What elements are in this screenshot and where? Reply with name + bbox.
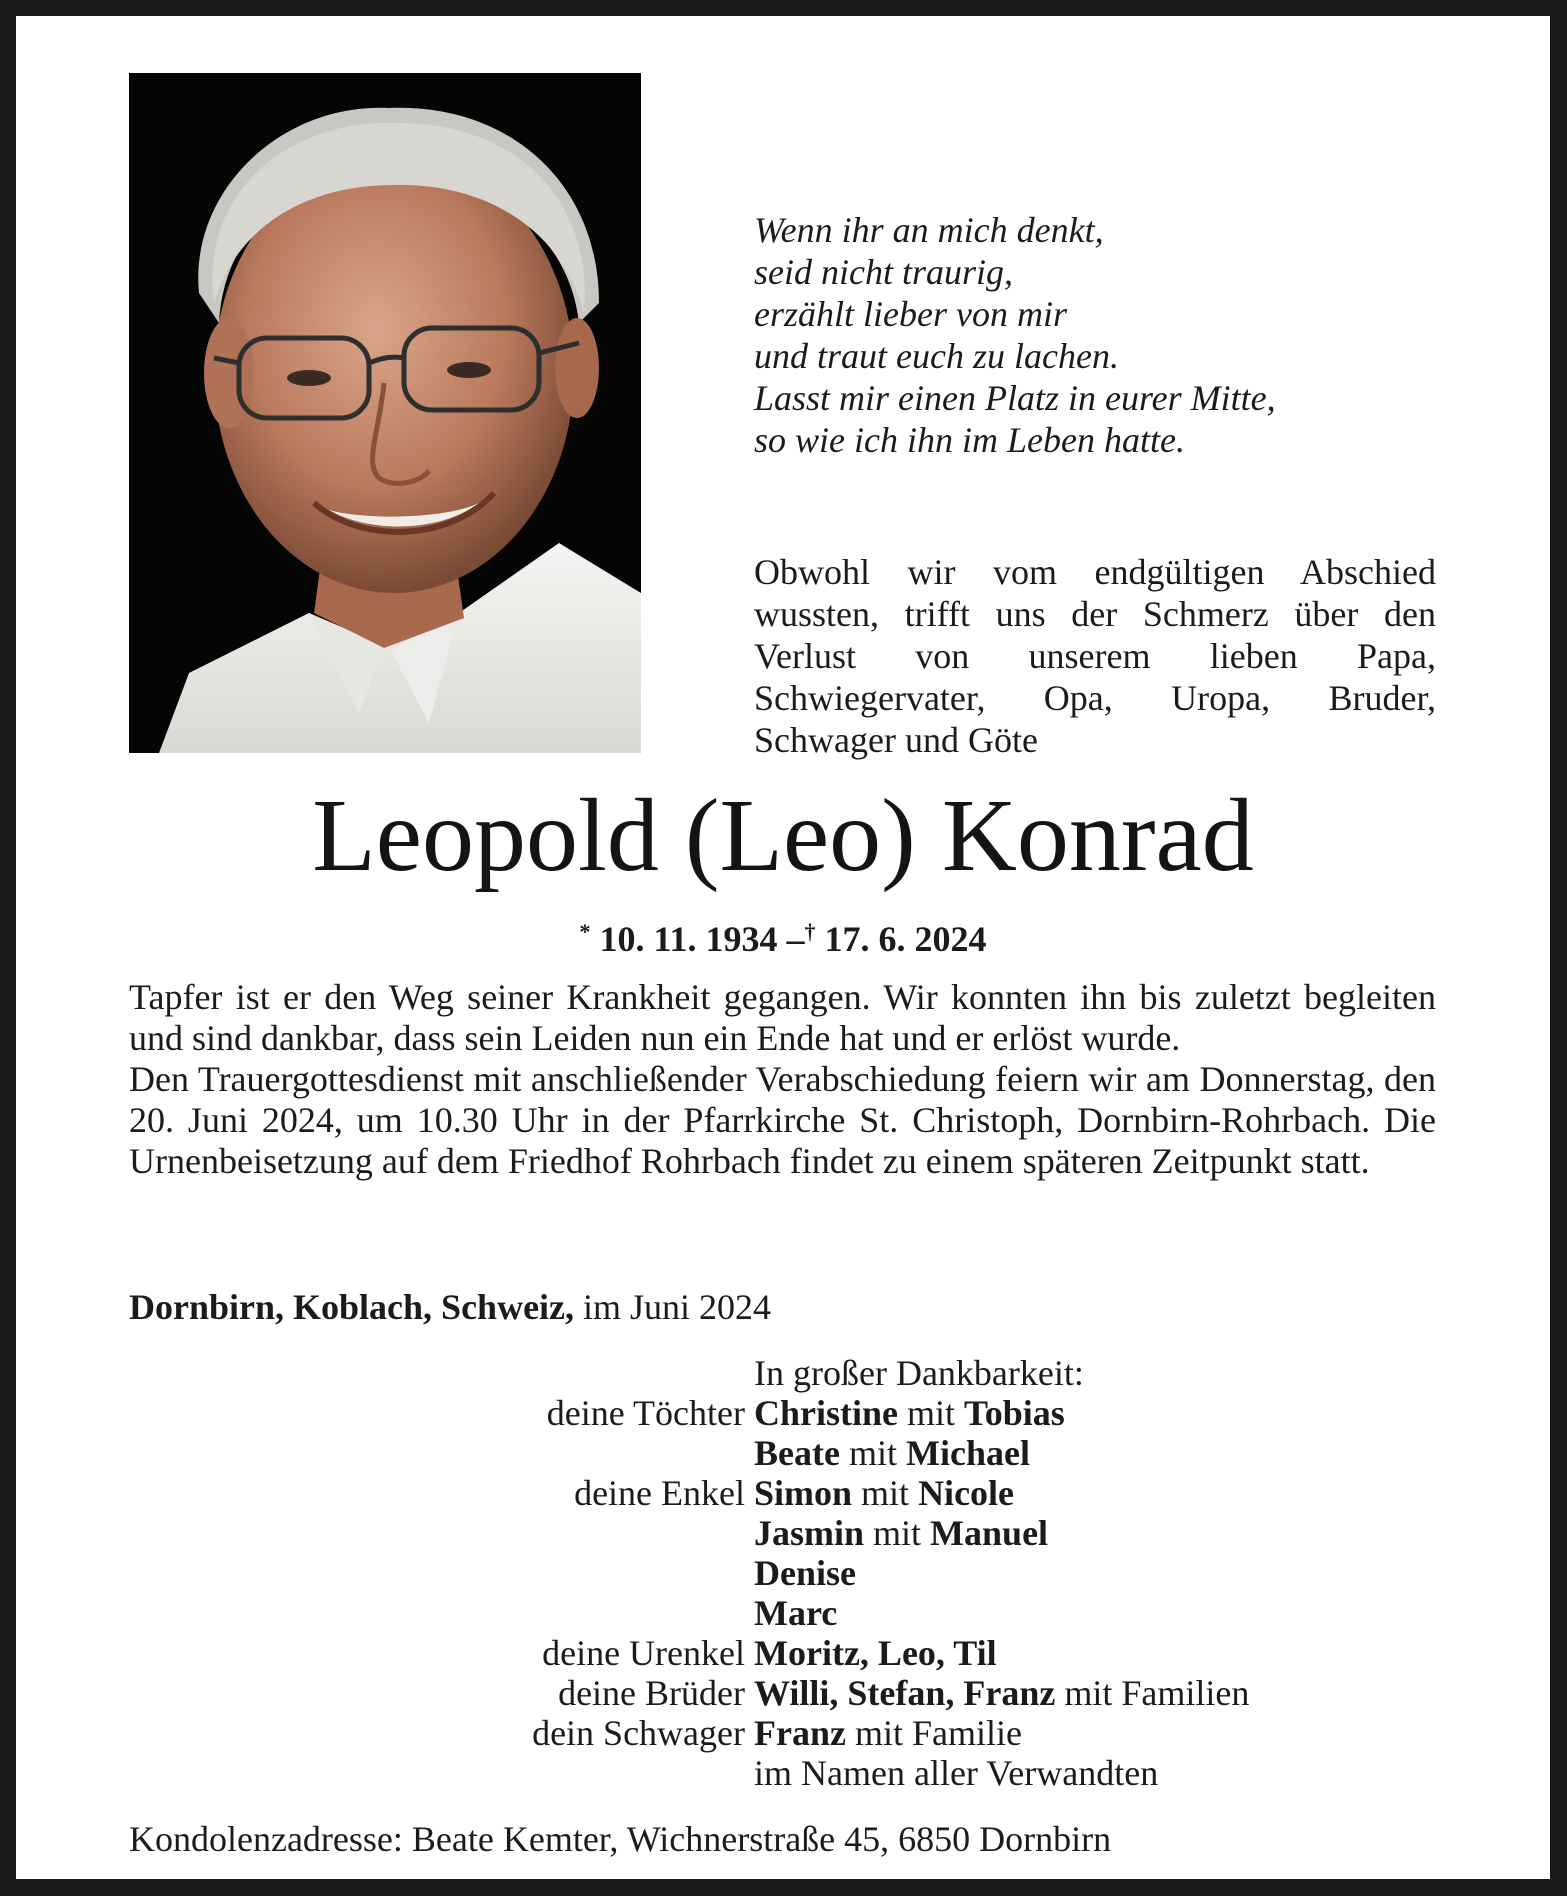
poem-line: Wenn ihr an mich denkt, bbox=[754, 210, 1104, 250]
name-bold: Marc bbox=[754, 1593, 838, 1633]
date-separator: – bbox=[786, 919, 805, 959]
life-dates bbox=[16, 911, 1550, 960]
name-bold: Simon bbox=[754, 1473, 853, 1513]
names bbox=[754, 1433, 1030, 1473]
connector: mit bbox=[861, 1473, 910, 1513]
suffix: mit Familie bbox=[854, 1713, 1022, 1753]
poem-line: erzählt lieber von mir bbox=[754, 294, 1067, 334]
intro-text: Obwohl wir vom endgültigen Abschied wussten, trifft uns der Schmerz über den Verlust von unserem lieben Papa, Schwiegervater, Opa, Uropa, Bruder, Schwager und Göte bbox=[754, 552, 1436, 760]
mourner-row bbox=[16, 1673, 1550, 1713]
mourner-row bbox=[16, 1553, 1550, 1593]
mourner-row bbox=[16, 1513, 1550, 1553]
portrait-photo bbox=[129, 73, 641, 753]
mourners-list bbox=[16, 1353, 1550, 1793]
body-text bbox=[129, 977, 1436, 1182]
suffix: mit Familien bbox=[1064, 1673, 1250, 1713]
mourners-heading: In großer Dankbarkeit: bbox=[754, 1353, 1084, 1393]
relation-label: deine Enkel bbox=[574, 1473, 745, 1513]
poem bbox=[754, 209, 1276, 461]
name-bold: Manuel bbox=[930, 1513, 1049, 1553]
relation-label: deine Töchter bbox=[546, 1393, 745, 1433]
names bbox=[754, 1593, 837, 1633]
mourner-row bbox=[16, 1473, 1550, 1513]
deceased-name: Leopold (Leo) Konrad bbox=[312, 778, 1254, 893]
names bbox=[754, 1673, 1249, 1713]
place-date-line bbox=[129, 1286, 771, 1328]
portrait-illustration bbox=[129, 73, 641, 753]
date-line: im Juni 2024 bbox=[583, 1287, 772, 1327]
name-bold: Christine bbox=[754, 1393, 898, 1433]
name-bold: Michael bbox=[905, 1433, 1030, 1473]
name-bold: Franz bbox=[754, 1713, 846, 1753]
name-bold: Willi, Stefan, Franz bbox=[754, 1673, 1056, 1713]
places: Dornbirn, Koblach, Schweiz, bbox=[129, 1287, 575, 1327]
poem-line: Lasst mir einen Platz in eurer Mitte, bbox=[754, 378, 1276, 418]
birth-symbol: * bbox=[579, 919, 591, 944]
names bbox=[754, 1633, 997, 1673]
names bbox=[754, 1713, 1022, 1753]
condolence-address: Kondolenzadresse: Beate Kemter, Wichnerstraße 45, 6850 Dornbirn bbox=[129, 1819, 1112, 1859]
name-bold: Tobias bbox=[964, 1393, 1065, 1433]
mourner-row bbox=[16, 1713, 1550, 1753]
birth-date: 10. 11. 1934 bbox=[599, 919, 778, 959]
names bbox=[754, 1393, 1065, 1433]
names bbox=[754, 1513, 1048, 1553]
name-bold: Moritz, Leo, Til bbox=[754, 1633, 997, 1673]
name-bold: Denise bbox=[754, 1553, 856, 1593]
paragraph: Den Trauergottesdienst mit anschließender Verabschiedung feiern wir am Donnerstag, den 20. Juni 2024, um 10.30 Uhr in der Pfarrkirche St. Christoph, Dornbirn-Rohrbach. Die Urnenbeisetzung auf dem Friedhof Rohrbach findet zu einem späteren Zeitpunkt statt. bbox=[129, 1059, 1436, 1181]
names bbox=[754, 1553, 856, 1593]
mourner-row bbox=[16, 1433, 1550, 1473]
paragraph: Tapfer ist er den Weg seiner Krankheit gegangen. Wir konnten ihn bis zuletzt begleiten und sind dankbar, dass sein Leiden nun ein Ende hat und er erlöst wurde. bbox=[129, 977, 1436, 1058]
connector: mit bbox=[907, 1393, 956, 1433]
relation-label: deine Urenkel bbox=[542, 1633, 745, 1673]
mourner-row bbox=[16, 1633, 1550, 1673]
poem-line: so wie ich ihn im Leben hatte. bbox=[754, 420, 1185, 460]
closing-line: im Namen aller Verwandten bbox=[754, 1753, 1159, 1793]
obituary-card bbox=[16, 16, 1550, 1879]
name-bold: Nicole bbox=[918, 1473, 1015, 1513]
name-bold: Beate bbox=[754, 1433, 840, 1473]
relation-label: dein Schwager bbox=[532, 1713, 745, 1753]
death-date: 17. 6. 2024 bbox=[824, 919, 987, 959]
mourner-row bbox=[16, 1593, 1550, 1633]
connector: mit bbox=[873, 1513, 922, 1553]
names bbox=[754, 1473, 1014, 1513]
death-symbol: † bbox=[804, 919, 816, 944]
relation-label: deine Brüder bbox=[558, 1673, 745, 1713]
name-bold: Jasmin bbox=[754, 1513, 865, 1553]
poem-line: und traut euch zu lachen. bbox=[754, 336, 1119, 376]
poem-line: seid nicht traurig, bbox=[754, 252, 1013, 292]
connector: mit bbox=[848, 1433, 897, 1473]
mourner-row bbox=[16, 1393, 1550, 1433]
